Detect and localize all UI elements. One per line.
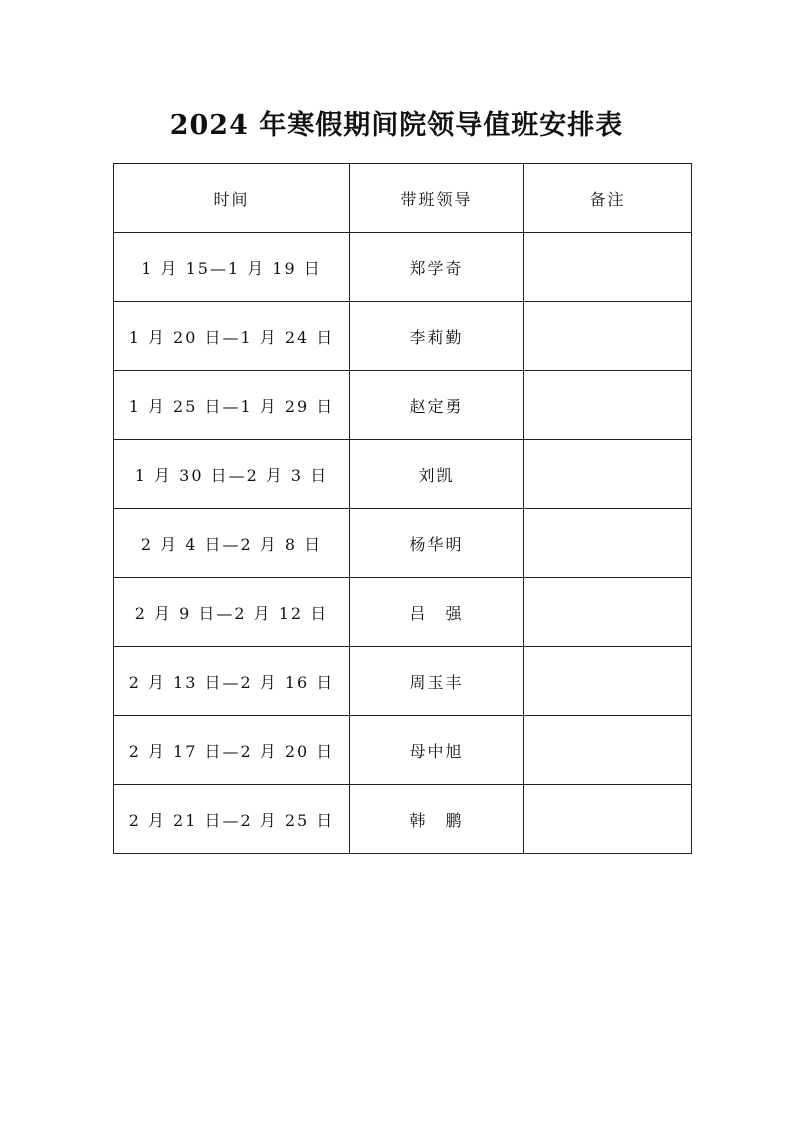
time-cell: 2 月 9 日—2 月 12 日 <box>114 578 350 647</box>
note-cell <box>524 716 692 785</box>
note-cell <box>524 440 692 509</box>
duty-schedule-table <box>113 163 692 854</box>
time-cell: 1 月 30 日—2 月 3 日 <box>114 440 350 509</box>
header-leader: 带班领导 <box>350 164 524 233</box>
page-title: 2024 年寒假期间院领导值班安排表 <box>169 110 624 141</box>
table-row <box>114 509 692 578</box>
note-cell <box>524 785 692 854</box>
header-note: 备注 <box>524 164 692 233</box>
note-cell <box>524 233 692 302</box>
note-cell <box>524 647 692 716</box>
leader-cell: 杨华明 <box>350 509 524 578</box>
leader-cell: 韩 鹏 <box>350 785 524 854</box>
time-cell: 1 月 15—1 月 19 日 <box>114 233 350 302</box>
time-cell: 1 月 20 日—1 月 24 日 <box>114 302 350 371</box>
leader-cell: 周玉丰 <box>350 647 524 716</box>
table-row <box>114 302 692 371</box>
note-cell <box>524 371 692 440</box>
table-row <box>114 233 692 302</box>
time-cell: 2 月 4 日—2 月 8 日 <box>114 509 350 578</box>
note-cell <box>524 578 692 647</box>
table-row <box>114 785 692 854</box>
time-cell: 2 月 17 日—2 月 20 日 <box>114 716 350 785</box>
leader-cell: 李莉勤 <box>350 302 524 371</box>
time-cell: 2 月 21 日—2 月 25 日 <box>114 785 350 854</box>
table-row <box>114 371 692 440</box>
table-row <box>114 578 692 647</box>
leader-cell: 母中旭 <box>350 716 524 785</box>
note-cell <box>524 302 692 371</box>
leader-cell: 赵定勇 <box>350 371 524 440</box>
time-cell: 2 月 13 日—2 月 16 日 <box>114 647 350 716</box>
note-cell <box>524 509 692 578</box>
table-row <box>114 440 692 509</box>
leader-cell: 吕 强 <box>350 578 524 647</box>
table-header-row <box>114 164 692 233</box>
table-row <box>114 647 692 716</box>
header-time: 时间 <box>114 164 350 233</box>
leader-cell: 刘凯 <box>350 440 524 509</box>
table-row <box>114 716 692 785</box>
time-cell: 1 月 25 日—1 月 29 日 <box>114 371 350 440</box>
leader-cell: 郑学奇 <box>350 233 524 302</box>
